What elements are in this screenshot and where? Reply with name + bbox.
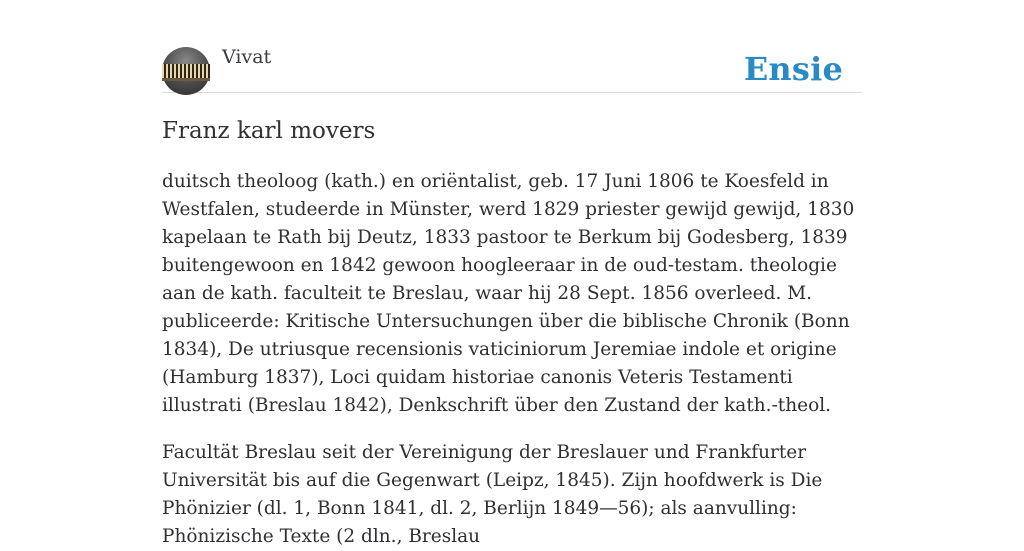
page-title: Franz karl movers: [162, 118, 376, 144]
article-paragraph: duitsch theoloog (kath.) en oriëntalist, geb. 17 Juni 1806 te Koesfeld in Westfalen, studeerde in Münster, werd 1829 priester gewijd gewijd, 1830 kapelaan te Rath bij Deutz, 1833 pastoor te Berkum bij Godesberg, 1839 buitengewoon en 1842 gewoon hoogleeraar in de oud-testam. theologie aan de kath. faculteit te Breslau, waar hij 28 Sept. 1856 overleed. M. publiceerde: Kritische Untersuchungen über die biblische Chronik (Bonn 1834), De utriusque recensionis vaticiniorum Jeremiae indole et origine (Hamburg 1837), Loci quidam historiae canonis Veteris Testamenti illustrati (Breslau 1842), Denkschrift über den Zustand der kath.-theol.: [162, 171, 855, 416]
bookshelf-icon: [162, 64, 210, 78]
article-page: [162, 0, 862, 547]
brand-logo[interactable]: Ensie: [743, 50, 843, 88]
article-paragraph: Facultät Breslau seit der Vereinigung der Breslauer und Frankfurter Universität bis auf die Gegenwart (Leipz, 1845). Zijn hoofdwerk is Die Phönizier (dl. 1, Bonn 1841, dl. 2, Berlijn 1849—56); als aanvulling: Phönizische Texte (2 dln., Breslau: [162, 442, 823, 547]
avatar[interactable]: [162, 47, 210, 95]
shelf-decoration: [162, 78, 210, 81]
header: [162, 0, 862, 93]
site-name[interactable]: Vivat: [222, 46, 272, 68]
